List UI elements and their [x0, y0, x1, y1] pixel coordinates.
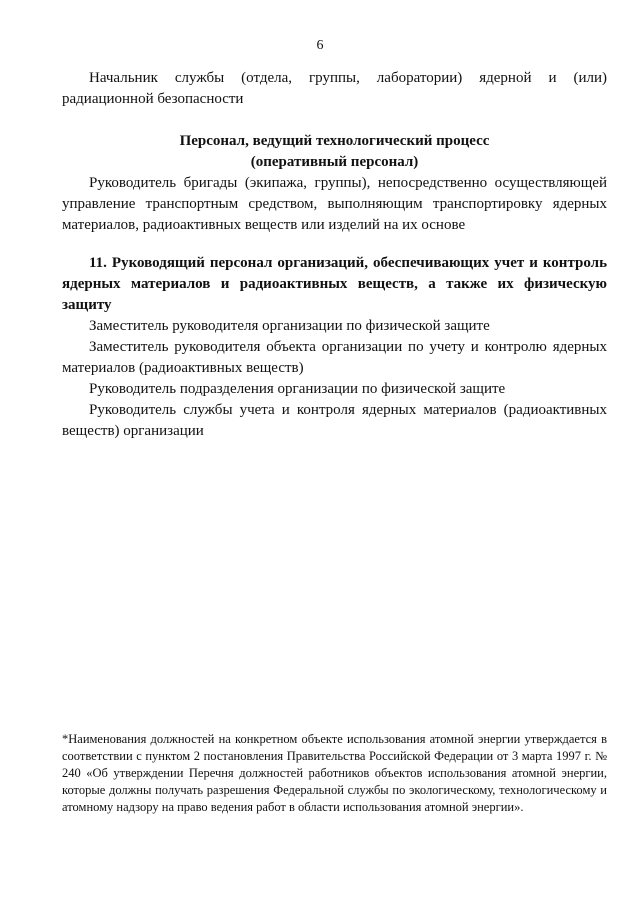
list-item: Руководитель подразделения организации по физической защите: [89, 381, 506, 397]
document-body: [62, 68, 607, 442]
list-item: Заместитель руководителя объекта организации по учету и контролю ядерных материалов (радиоактивных веществ): [62, 339, 607, 376]
footnote: *Наименования должностей на конкретном объекте использования атомной энергии утверждается в соответствии с пунктом 2 постановления Правительства Российской Федерации от 3 марта 1997 г. № 240 «Об утверждении Перечня должностей работников объектов использования атомной энергии, которые должны получать разрешения Федеральной службы по экологическому, технологическому и атомному надзору на право ведения работ в области использования атомной энергии».: [62, 732, 607, 814]
section-title-line-2: (оперативный персонал): [250, 154, 419, 170]
paragraph-brigade-head: Руководитель бригады (экипажа, группы), непосредственно осуществляющей управление транспортным средством, выполняющим транспортировку ядерных материалов, радиоактивных веществ или изделий на их основе: [62, 175, 607, 233]
paragraph-radiation-safety-head: Начальник службы (отдела, группы, лаборатории) ядерной и (или) радиационной безопасности: [62, 70, 607, 107]
section-heading-11: 11. Руководящий персонал организаций, обеспечивающих учет и контроль ядерных материалов и радиоактивных веществ, а также их физическую защиту: [62, 255, 607, 313]
spacer: [62, 236, 607, 253]
list-item: Заместитель руководителя организации по физической защите: [89, 318, 490, 334]
page-number: 6: [316, 38, 324, 53]
list-item: Руководитель службы учета и контроля ядерных материалов (радиоактивных веществ) организации: [62, 402, 607, 439]
section-title-line-1: Персонал, ведущий технологический процесс: [179, 133, 490, 149]
spacer: [62, 110, 607, 131]
